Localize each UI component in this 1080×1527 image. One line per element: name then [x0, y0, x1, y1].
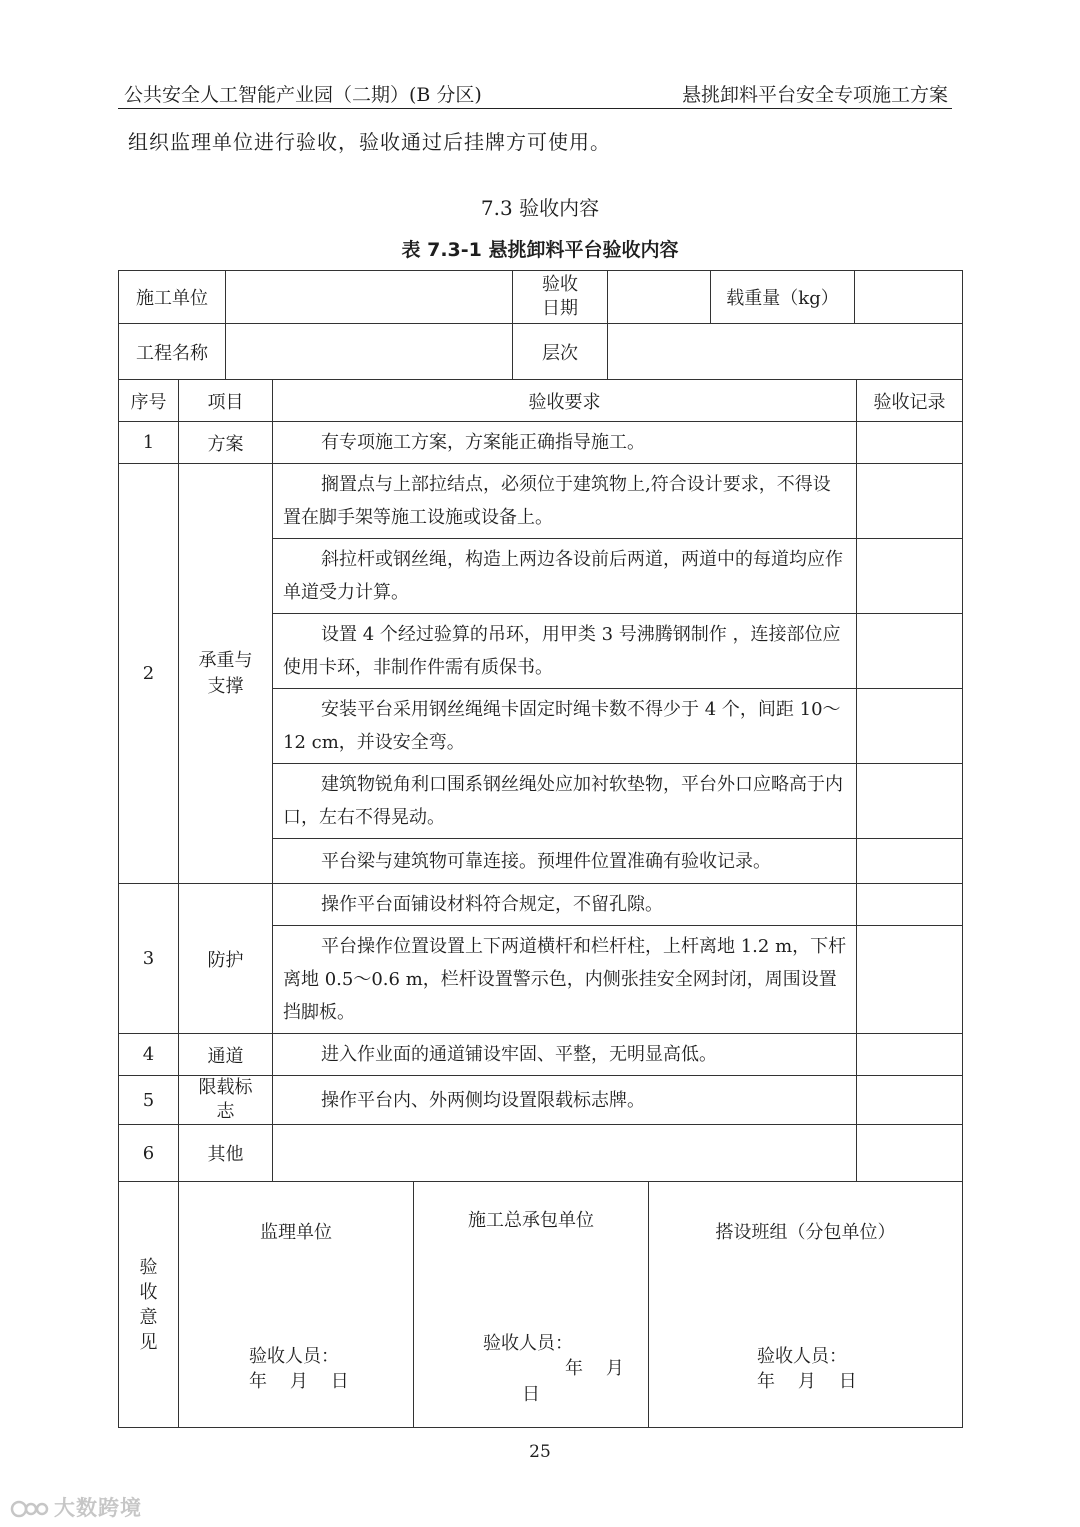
requirement-text: 建筑物锐角利口围系钢丝绳处应加衬软垫物，平台外口应略高于内口，左右不得晃动。	[273, 764, 857, 839]
supervisor-inspector-label: 验收人员：	[249, 1346, 339, 1367]
row-no: 2	[119, 464, 179, 884]
project-name-field[interactable]	[226, 324, 513, 380]
load-label: 载重量（kg）	[711, 271, 855, 324]
intro-paragraph: 组织监理单位进行验收，验收通过后挂牌方可使用。	[128, 130, 611, 154]
contractor-sign-cell[interactable]	[414, 1182, 649, 1428]
opinion-label-char: 见	[139, 1331, 158, 1353]
requirement-text	[273, 1125, 857, 1182]
construction-unit-field[interactable]	[226, 271, 513, 324]
table-row	[119, 422, 963, 464]
requirement-text: 搁置点与上部拉结点，必须位于建筑物上,符合设计要求，不得设置在脚手架等施工设施或设备上。	[273, 464, 857, 539]
supervisor-unit-label: 监理单位	[260, 1222, 332, 1243]
record-cell[interactable]	[857, 1034, 963, 1076]
row-item	[179, 464, 273, 884]
col-header-requirement: 验收要求	[273, 380, 857, 422]
acceptance-opinion-label	[119, 1182, 179, 1428]
requirement-text: 操作平台内、外两侧均设置限载标志牌。	[273, 1076, 857, 1125]
requirement-text: 操作平台面铺设材料符合规定，不留孔隙。	[273, 884, 857, 926]
table-row	[119, 884, 963, 926]
row-item: 其他	[179, 1125, 273, 1182]
header-project-name: 公共安全人工智能产业园（二期）(B 分区)	[124, 84, 482, 106]
floor-field[interactable]	[608, 324, 963, 380]
watermark-logo-icon	[10, 1498, 50, 1520]
requirement-text: 设置 4 个经过验算的吊环，用甲类 3 号沸腾钢制作 ，连接部位应使用卡环，非制作件需有质保书。	[273, 614, 857, 689]
page-header	[118, 78, 952, 109]
table-caption: 表 7.3-1 悬挑卸料平台验收内容	[401, 239, 679, 261]
col-header-record: 验收记录	[857, 380, 963, 422]
row-item	[179, 1076, 273, 1125]
record-cell[interactable]	[857, 926, 963, 1034]
row-item-line2: 志	[216, 1101, 235, 1122]
info-table	[118, 270, 963, 380]
contractor-date-day: 日	[522, 1384, 540, 1405]
record-cell[interactable]	[857, 1076, 963, 1125]
opinion-label-char: 收	[139, 1281, 158, 1303]
project-name-label: 工程名称	[119, 324, 226, 380]
page-number: 25	[529, 1442, 551, 1462]
contractor-unit-label: 施工总承包单位	[468, 1210, 594, 1231]
row-item-line2: 支撑	[207, 675, 244, 697]
record-cell[interactable]	[857, 1125, 963, 1182]
record-cell[interactable]	[857, 689, 963, 764]
requirement-text: 平台梁与建筑物可靠连接。预埋件位置准确有验收记录。	[273, 839, 857, 884]
table-row	[119, 1076, 963, 1125]
col-header-item: 项目	[179, 380, 273, 422]
row-item: 通道	[179, 1034, 273, 1076]
acceptance-date-label	[513, 271, 608, 324]
acceptance-date-label-line1: 验收	[542, 274, 578, 295]
table-row	[119, 1034, 963, 1076]
requirement-text: 斜拉杆或钢丝绳，构造上两边各设前后两道，两道中的每道均应作单道受力计算。	[273, 539, 857, 614]
row-no: 5	[119, 1076, 179, 1125]
row-no: 3	[119, 884, 179, 1034]
row-item: 防护	[179, 884, 273, 1034]
record-cell[interactable]	[857, 839, 963, 884]
opinion-label-char: 验	[139, 1256, 158, 1278]
opinion-label-char: 意	[139, 1306, 158, 1328]
record-cell[interactable]	[857, 764, 963, 839]
record-cell[interactable]	[857, 614, 963, 689]
record-cell[interactable]	[857, 539, 963, 614]
supervisor-sign-cell[interactable]	[179, 1182, 414, 1428]
team-inspector-label: 验收人员：	[757, 1346, 847, 1367]
supervisor-date-label: 年 月 日	[249, 1371, 349, 1392]
construction-unit-label: 施工单位	[119, 271, 226, 324]
table-row	[119, 464, 963, 539]
col-header-no: 序号	[119, 380, 179, 422]
floor-label: 层次	[513, 324, 608, 380]
acceptance-date-label-line2: 日期	[542, 298, 578, 319]
record-cell[interactable]	[857, 422, 963, 464]
table-row	[119, 1125, 963, 1182]
acceptance-opinion-row	[119, 1182, 963, 1428]
contractor-date-ym: 年 月	[565, 1358, 624, 1379]
contractor-inspector-label: 验收人员：	[483, 1333, 573, 1354]
requirement-text: 安装平台采用钢丝绳绳卡固定时绳卡数不得少于 4 个，间距 10～12 cm，并设安全弯。	[273, 689, 857, 764]
requirement-text: 平台操作位置设置上下两道横杆和栏杆柱，上杆离地 1.2 m，下杆离地 0.5～0.6 m，栏杆设置警示色，内侧张挂安全网封闭，周围设置挡脚板。	[273, 926, 857, 1034]
row-item: 方案	[179, 422, 273, 464]
row-item-line1: 限载标	[198, 1077, 253, 1098]
team-sign-cell[interactable]	[649, 1182, 963, 1428]
watermark	[10, 1492, 142, 1522]
acceptance-date-field[interactable]	[608, 271, 711, 324]
row-no: 6	[119, 1125, 179, 1182]
row-item-line1: 承重与	[198, 649, 253, 671]
record-cell[interactable]	[857, 464, 963, 539]
team-unit-label: 搭设班组（分包单位）	[715, 1222, 896, 1243]
team-date-label: 年 月 日	[757, 1371, 857, 1392]
section-title: 7.3 验收内容	[480, 196, 600, 220]
requirement-text: 进入作业面的通道铺设牢固、平整，无明显高低。	[273, 1034, 857, 1076]
requirement-text: 有专项施工方案，方案能正确指导施工。	[273, 422, 857, 464]
row-no: 1	[119, 422, 179, 464]
requirements-table	[118, 379, 963, 1428]
header-document-title: 悬挑卸料平台安全专项施工方案	[681, 84, 948, 106]
watermark-text: 大数跨境	[54, 1496, 142, 1520]
row-no: 4	[119, 1034, 179, 1076]
record-cell[interactable]	[857, 884, 963, 926]
load-field[interactable]	[855, 271, 963, 324]
